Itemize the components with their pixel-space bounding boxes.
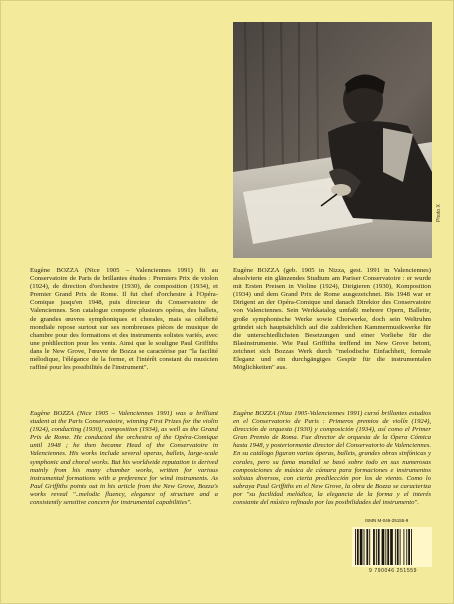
biography-german-text: Eugène BOZZA (geb. 1905 in Nizza, gest. 1991 in Valenciennes) absolvierte ein glänzendes Studium am Pariser Conservatoire : er wurde mit Ersten Preisen in Violine (1924), Dirigieren (1930), Komposition (1934) und dem Grand Prix de Rome ausgezeichnet. Bis 1948 war er Dirigent an der Opéra-Comique und danach Direktor des Conservatoire von Valenciennes. Sein Werkkatalog umfaßt mehrere Opern, Ballette, große symphonische Werke sowie Chorwerke, doch sein Weltruhm gründet sich hauptsächlich auf die zahlreichen Kammermusikwerke für die unterschiedlichsten Besetzungen und einer Vorliebe für die Blasinstrumente. Wie Paul Griffiths treffend im New Grove betont, zeichnet sich Bozzas Werk durch "melodische Einfachheit, formale Eleganz und ein durchgängiges Gespür für die instrumentalen Möglichkeiten" aus. bbox=[233, 267, 431, 372]
ismn-number: ISMN M-046-25155-9 bbox=[365, 518, 409, 523]
composer-photo bbox=[233, 22, 432, 258]
biography-english bbox=[30, 410, 218, 560]
photo-credit: Photo X bbox=[436, 204, 442, 222]
barcode-digits: 9 790046 251559 bbox=[369, 568, 417, 574]
barcode-bars bbox=[352, 527, 432, 567]
biography-spanish-text: Eugène BOZZA (Niza 1905-Valenciennes 1991) cursó brillantes estudios en el Conservatorio de Paris : Primeros premios de violín (1924), dirección de orquesta (1930) y composición (1934), así como el Primer Gran Premio de Roma. Fue director de orquesta de la Ópera Cómica hasta 1948, y posteriormente director del Conservatorio de Valenciennes. En su catálogo figuran varias óperas, ballets, grandes obras sinfónicas y corales, pero su fama mundial se basó sobre todo en sus numerosas composiciones de música de cámara para formaciones e instrumentos solistas diversos, con cierta predilección por los de viento. Como lo subraya Paul Griffiths en el New Grove, la obra de Bozza se caracteriza por "su facilidad melódica, la elegancia de la forma y el interés constante del músico refinado por las posibilidades del instrumento". bbox=[233, 410, 431, 507]
barcode bbox=[352, 527, 432, 567]
biography-french bbox=[30, 267, 218, 377]
biography-english-text: Eugène BOZZA (Nice 1905 – Valenciennes 1991) was a brilliant student at the Paris Conservatoire, winning First Prizes for the violin (1924), conducting (1930), composition (1934), as well as the Grand Prix de Rome. He conducted the orchestra of the Opéra-Comique until 1948 ; he then became Head of the Conservatoire in Valenciennes. His works include several operas, ballets, large-scale symphonic and choral works. But his worldwide reputation is derived mainly from his many chamber works, written for various instrumental formations with a preference for wind instruments. As Paul Griffiths points out in his article from the New Grove, Bozza's works reveal "..melodic fluency, elegance of structure and a consistently sensitive concern for instrumental capabilities". bbox=[30, 410, 218, 507]
composer-photo-image bbox=[233, 22, 432, 258]
biography-german bbox=[233, 267, 431, 385]
biography-french-text: Eugène BOZZA (Nice 1905 – Valenciennes 1991) fit au Conservatoire de Paris de brillantes études : Premiers Prix de violon (1924), de direction d'orchestre (1930), de composition (1934), et Premier Grand Prix de Rome. Il fut chef d'orchestre à l'Opéra-Comique jusqu'en 1948, puis directeur du Conservatoire de Valenciennes. Son catalogue comporte plusieurs opéras, des ballets, de grandes œuvres symphoniques et chorales, mais sa célébrité mondiale repose surtout sur ses nombreuses pièces de musique de chambre pour des formations et des instruments solistes variés, avec une prédilection pour les vents. Ainsi que le souligne Paul Griffiths dans le New Grove, l'œuvre de Bozza se caractérise par "la facilité mélodique, l'élégance de la forme, et l'intérêt constant du musicien raffiné pour les possibilités de l'instrument". bbox=[30, 267, 218, 372]
